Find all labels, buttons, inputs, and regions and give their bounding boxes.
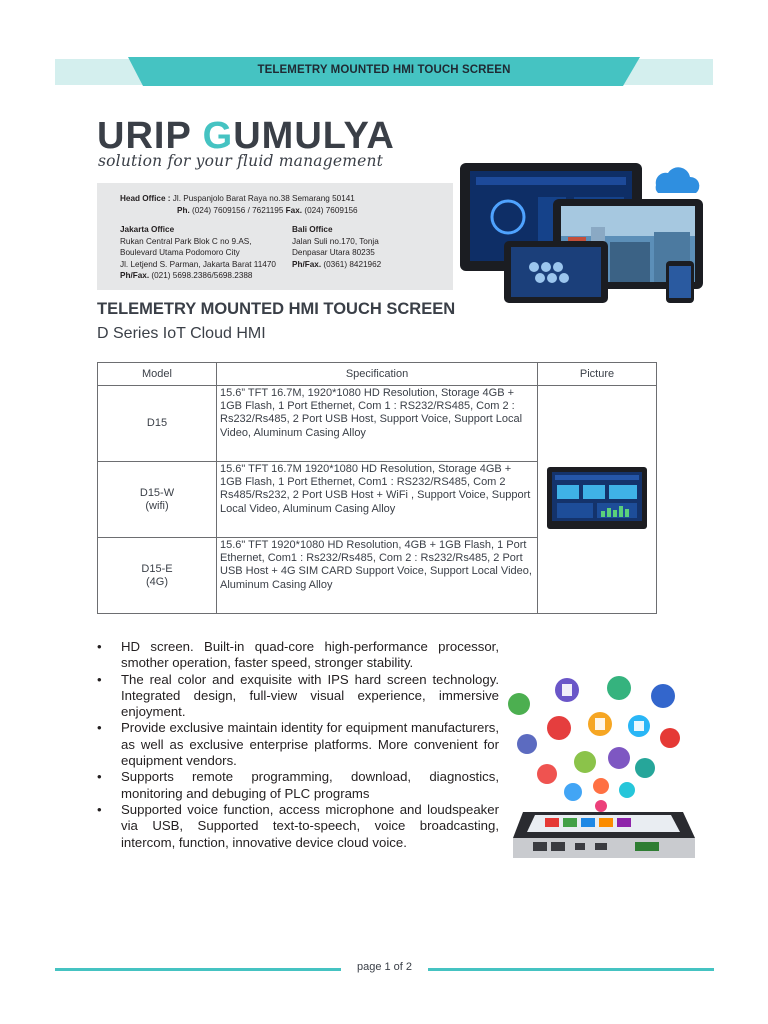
bali-office: Bali Office Jalan Suli no.170, Tonja Denpasar Utara 80235 Ph/Fax. (0361) 8421962 — [292, 225, 382, 269]
model-cell: D15-W (wifi) — [98, 462, 217, 538]
list-item: • HD screen. Built-in quad-core high-performance processor, smother operation, faster speed, stronger stability. — [97, 639, 499, 672]
list-item: • The real color and exquisite with IPS hard screen technology. Integrated design, full-view visual experience, immersive enjoyment. — [97, 672, 499, 721]
feature-list — [97, 639, 499, 851]
model-cell: D15 — [98, 386, 217, 462]
app-icons — [508, 676, 680, 812]
page-number: page 1 of 2 — [356, 961, 413, 973]
company-tagline: solution for your fluid management — [98, 152, 384, 170]
footer-divider-right — [428, 968, 714, 971]
logo-left: URIP — [97, 115, 203, 157]
head-office-phone: Ph. (024) 7609156 / 7621195 Fax. (024) 7609156 — [177, 206, 358, 215]
table-header-row — [98, 363, 657, 386]
spec-cell: 15.6” TFT 16.7M, 1920*1080 HD Resolution, Storage 4GB + 1GB Flash, 1 Port Ethernet, Com 1 : RS232/RS485, Com 2 : Rs232/Rs485, 2 Port USB Host, Support Voice, Support Local Video, Aluminum Casing Alloy — [217, 386, 538, 462]
banner-title: TELEMETRY MOUNTED HMI TOUCH SCREEN — [257, 64, 511, 76]
address-box — [97, 183, 453, 290]
model-cell: D15-E (4G) — [98, 538, 217, 614]
list-item: • Supported voice function, access microphone and loudspeaker via USB, Supported text-to-speech, voice broadcasting, intercom, function, innovative device cloud voice. — [97, 802, 499, 851]
list-item: • Provide exclusive maintain identity for equipment manufacturers, as well as exclusive enterprise platforms. More convenient for equipment vendors. — [97, 720, 499, 769]
company-logo — [97, 116, 395, 156]
list-item: • Supports remote programming, download, diagnostics, monitoring and debuging of PLC programs — [97, 769, 499, 802]
iot-features-illustration — [505, 672, 695, 867]
header-model: Model — [98, 363, 217, 386]
logo-g: G — [202, 115, 234, 157]
spec-cell: 15.6" TFT 1920*1080 HD Resolution, 4GB + 1GB Flash, 1 Port Ethernet, Com1 : Rs232/Rs485, Com 2 : Rs232/Rs485, 2 Port USB Host + 4G SIM CARD Support Voice, Support Local Video, Aluminum Casing Alloy — [217, 538, 538, 614]
spec-table — [97, 362, 657, 614]
logo-right: UMULYA — [233, 115, 395, 157]
product-devices-image — [458, 157, 708, 305]
footer-divider-left — [55, 968, 341, 971]
head-office-line: Head Office : Jl. Puspanjolo Barat Raya no.38 Semarang 50141 — [120, 194, 355, 203]
page-subtitle: D Series IoT Cloud HMI — [97, 325, 266, 342]
page-title: TELEMETRY MOUNTED HMI TOUCH SCREEN — [97, 300, 456, 318]
hmi-panel-image — [547, 467, 647, 529]
jakarta-office: Jakarta Office Rukan Central Park Blok C no 9.AS, Boulevard Utama Podomoro City Jl. Letjend S. Parman, Jakarta Barat 11470 Ph/Fax. (021) 5698.2386/5698.2388 — [120, 225, 276, 280]
table-row — [98, 386, 657, 462]
spec-cell: 15.6" TFT 16.7M 1920*1080 HD Resolution, Storage 4GB + 1GB Flash, 1 Port Ethernet, Com1 : RS232/RS485, Com 2 Rs485/Rs232, 2 Port USB Host + WiFi , Support Voice, Support Local Video, Aluminum Casing Alloy — [217, 462, 538, 538]
header-specification: Specification — [217, 363, 538, 386]
picture-cell — [538, 386, 657, 614]
header-picture: Picture — [538, 363, 657, 386]
